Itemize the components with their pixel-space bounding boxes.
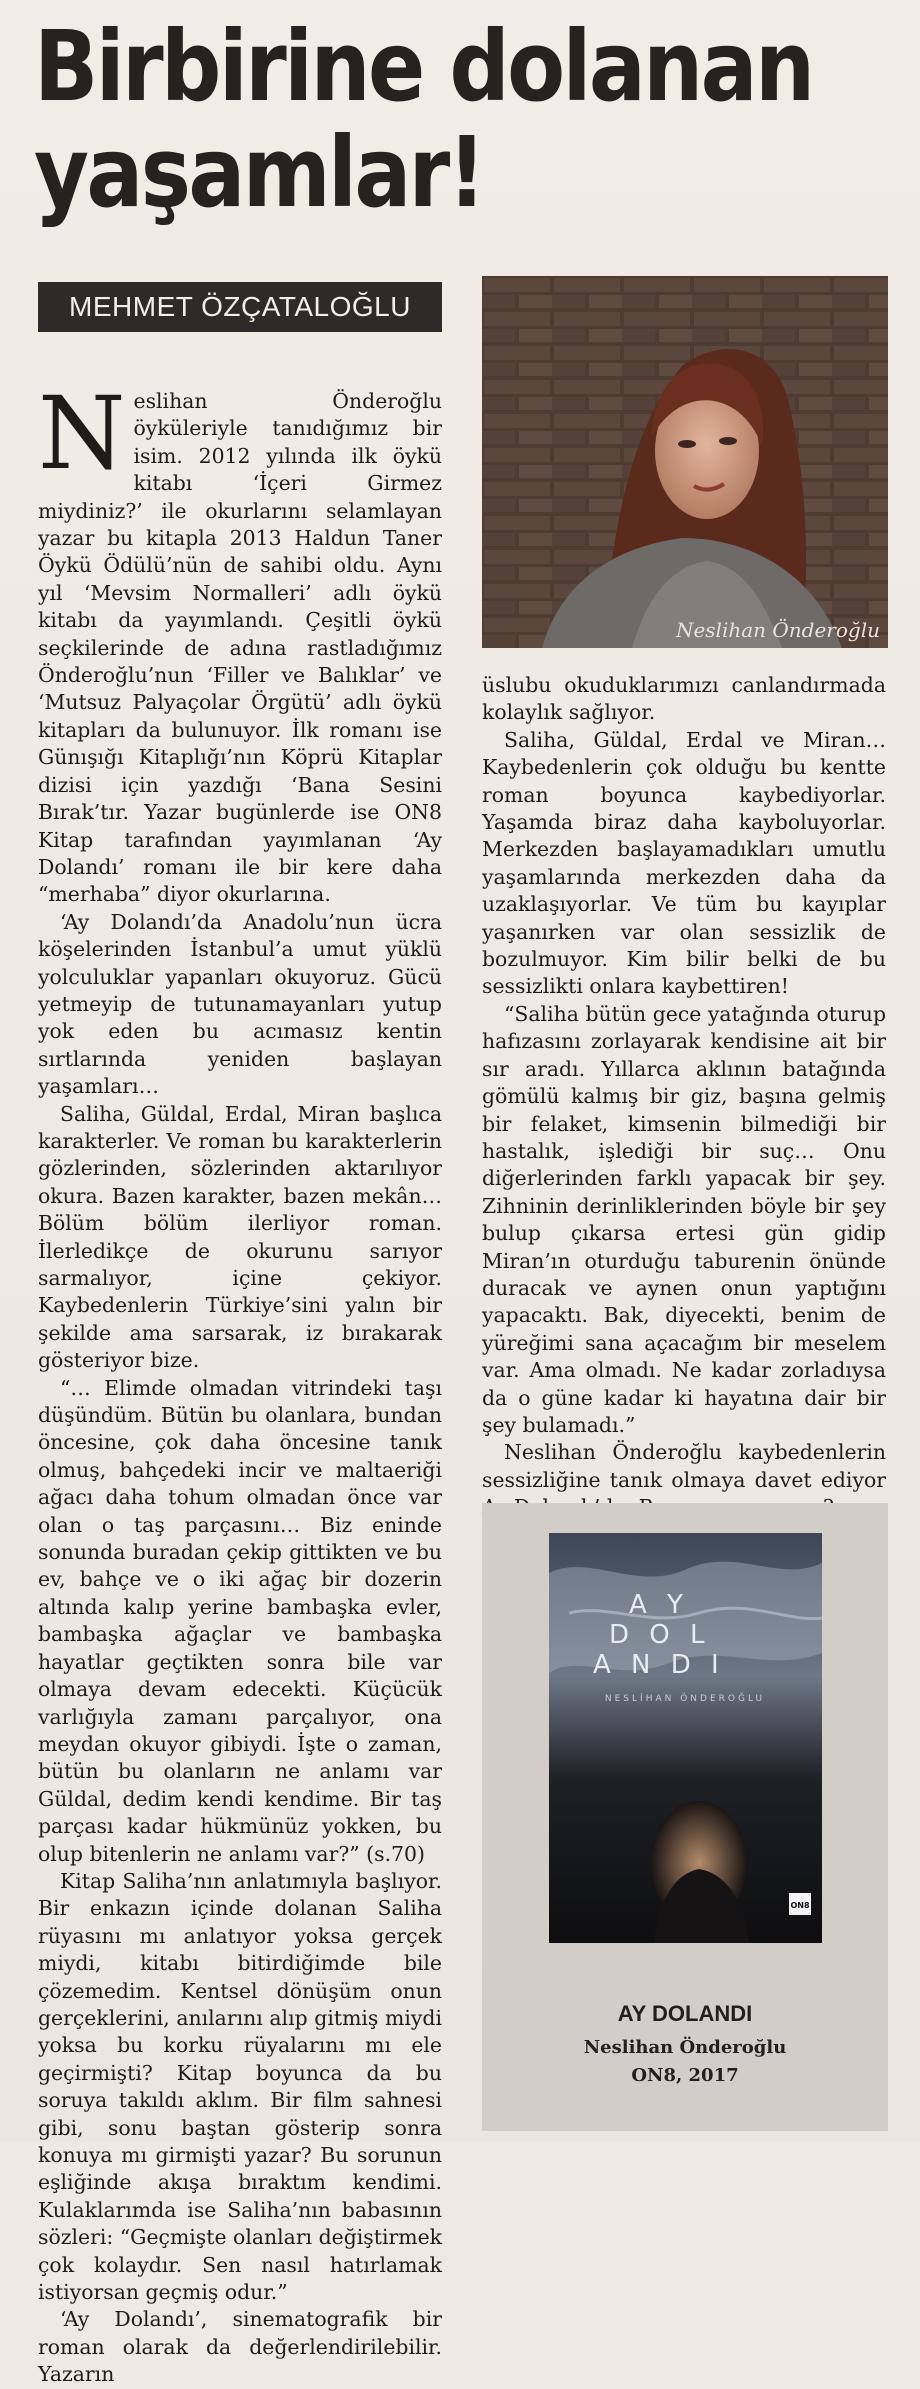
cover-title-line-2: D O L	[609, 1620, 711, 1650]
portrait-image	[482, 276, 888, 648]
paragraph-r4: Neslihan Önderoğlu kaybedenlerin sessizliğine tanık olmaya davet ediyor	[482, 1440, 886, 1492]
quote-paragraph: “… Elimde olmadan vitrindeki taşı düşündüm. Bütün bu olanlara, bundan öncesine, çok daha öncesine tanık olmuş, bahçedeki incir ve maltaeriği ağacı daha tohum olmadan önce var olan o taş parçasını… Biz eninde sonunda buradan çekip gittikten ve bu ev, bahçe ve o iki ağaç bir dozerin altında kalıp yerine bambaşka evler, bambaşka ağaçlar ve bambaşka hayatlar geçtikten sonra bile var olmaya devam edecekti. Küçücük varlığıyla zamanı parçalıyor, ona meydan okuyor gibiydi. İşte o zaman, bütün bu olanların ne anlamı var Güldal, dedim kendi kendime. Bir taş parçası kadar hükmünüz yokken, bu olup bitenlerin ne anlamı var?” (s.70)	[38, 1375, 442, 1866]
book-publisher-year: ON8, 2017	[631, 2065, 739, 2086]
paragraph-r1: üslubu okuduklarımızı canlandırmada kolaylık sağlıyor.	[482, 673, 886, 725]
paragraph-1: Neslihan Önderoğlu öyküleriyle tanıdığımız bir isim. 2012 yılında ilk öykü kitabı ‘İçeri Girmez miydiniz?’ ile okurlarını selamlayan yazar bu kitapla 2013 Haldun Taner Öykü Ödülü’nün de sahibi oldu. Aynı yıl ‘Mevsim Normalleri’ adlı öykü kitabı da yayımlandı. Çeşitli öykü seçkilerinde de adına rastladığımız Önderoğlu’nun ‘Filler ve Balıklar’ ve ‘Mutsuz Palyaçolar Örgütü’ adlı öykü kitapları da bulunuyor. İlk romanı ise Günışığı Kitaplığı’nın Köprü Kitaplar dizisi için yazdığı ‘Bana Sesini Bırak’tır. Yazar bugünlerde ise ON8 Kitap tarafından yayımlanan ‘Ay Dolandı’ romanı ile bir kere daha “merhaba” diyor okurlarına.	[38, 375, 442, 907]
headline-line-1: Birbirine dolanan	[34, 10, 813, 123]
cover-title-line-1: A Y	[629, 1590, 689, 1620]
book-cover	[549, 1533, 822, 1943]
paragraph-2: ‘Ay Dolandı’da Anadolu’nun ücra köşelerinden İstanbul’a umut yüklü yolculuklar yapanları okuyoruz. Gücü yetmeyip de tutunamayanları yutup yok eden bu acımasız kentin sırtlarında yeniden başlayan yaşamları…	[38, 909, 442, 1099]
article-column-left	[38, 375, 442, 2389]
quote-paragraph-r: “Saliha bütün gece yatağında oturup hafızasını zorlayarak kendisine ait bir sır aradı. Yıllarca aklının batağında gömülü kalmış bir giz, başına gelmiş bir felaket, kimsenin bilmediği bir hastalık, işlediği bir suç… Onu diğerlerinden farklı yapacak bir şey. Zihninin derinliklerinden böyle bir şey bulup çıkarsa ertesi gün gidip Miran’ın oturduğu taburenin önünde duracak ve aynen onun yaptığını yapacaktı. Bak, diyecekti, benim de yüreğimi sana açacağım bir meselem var. Ama olmadı. Ne kadar zorladıysa da o güne kadar ki hayatına dair bir şey bulamadı.”	[482, 1001, 886, 1437]
paragraph-6: ‘Ay Dolandı’, sinematografik bir roman olarak da değerlendirilebilir. Yazarın	[38, 2307, 442, 2387]
paragraph-r2: Saliha, Güldal, Erdal ve Miran… Kaybedenlerin çok olduğu bu kentte roman boyunca kaybediyorlar. Yaşamda biraz daha kayboluyorlar. Merkezden başlayamadıkları umutlu yaşamlarında merkezden daha da uzaklaşıyorlar. Ve tüm bu kayıplar yaşanırken var olan sessizlik de bozulmuyor. Kim bilir belki de bu sessizlikti onlara kaybettiren!	[482, 727, 886, 999]
book-info-box	[482, 1503, 888, 2131]
cover-logo-text: ON8	[790, 1901, 810, 1910]
drop-cap: N	[38, 375, 126, 492]
book-title: AY DOLANDI	[617, 2001, 753, 2026]
cover-title-line-3: A N D I	[593, 1650, 725, 1680]
author-byline: MEHMET ÖZÇATALOĞLU	[38, 282, 442, 332]
paragraph-3: Saliha, Güldal, Erdal, Miran başlıca karakterler. Ve roman bu karakterlerin gözlerinden, sözlerinden aktarılıyor okura. Bazen karakter, bazen mekân… Bölüm bölüm ilerliyor roman. İlerledikçe de okurunu sarıyor sarmalıyor, içine çekiyor. Kaybedenlerin Türkiye’sini yalın bir şekilde ama sarsarak, iz bırakarak gösteriyor bize.	[38, 1101, 442, 1373]
paragraph-5: Kitap Saliha’nın anlatımıyla başlıyor. Bir enkazın içinde dolanan Saliha rüyasını mı anlatıyor yoksa gerçek miydi, kitabı bitirdiğimde bile çözemedim. Kentsel dönüşüm onun gerçeklerini, anılarını alıp gitmiş miydi yoksa bu korku rüyalarını mı ele geçirmişti? Kitap boyunca da bu soruya takıldı aklım. Bir film sahnesi gibi, sonu baştan gösterip sonra konuya mı girmişti yazar? Bu sorunun eşliğinde akışa bıraktım kendimi. Kulaklarımda ise Saliha’nın babasının sözleri: “Geçmişte olanları değiştirmek çok kolaydır. Sen nasıl hatırlamak istiyorsan geçmiş odur.”	[38, 1868, 442, 2305]
author-photo	[482, 276, 888, 648]
cover-author: NESLİHAN ÖNDEROĞLU	[604, 1694, 766, 1704]
article-headline	[34, 10, 813, 229]
photo-caption: Neslihan Önderoğlu	[675, 618, 880, 642]
article-column-right	[482, 672, 886, 1522]
headline-line-2: yaşamlar!	[34, 116, 484, 229]
book-cover-image	[549, 1533, 822, 1943]
book-author: Neslihan Önderoğlu	[583, 2037, 787, 2058]
